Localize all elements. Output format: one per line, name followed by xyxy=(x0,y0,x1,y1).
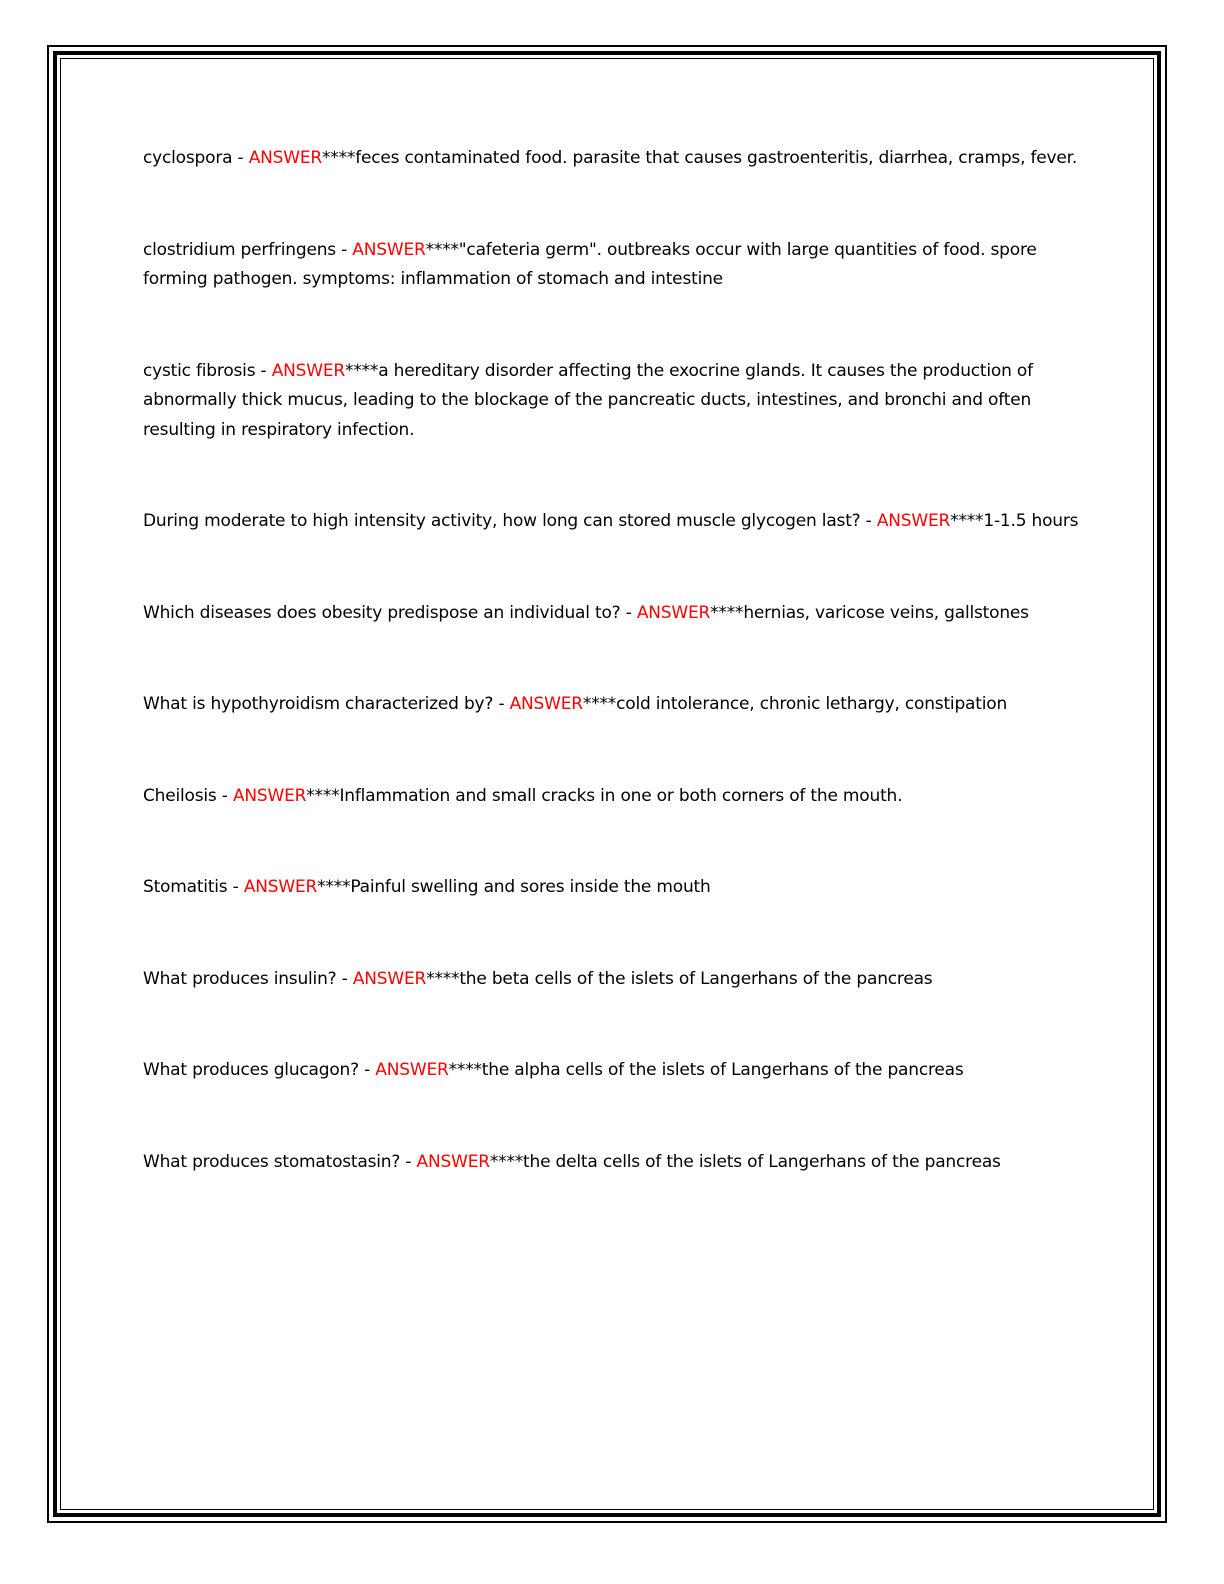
answer-label: ANSWER xyxy=(271,360,346,381)
qa-item-clostridium xyxy=(143,236,1083,295)
answer-text: ****Painful swelling and sores inside the mouth xyxy=(317,877,711,897)
question-text: What is hypothyroidism characterized by? - xyxy=(143,694,510,714)
qa-item-obesity xyxy=(143,599,1083,629)
qa-item-hypothyroidism xyxy=(143,690,1083,720)
question-text: Cheilosis - xyxy=(143,785,233,806)
answer-label: ANSWER xyxy=(352,968,427,989)
qa-item-stomatitis xyxy=(143,873,1083,903)
question-text: clostridium perfringens - xyxy=(143,239,353,260)
question-text: What produces insulin? - xyxy=(143,968,353,989)
answer-text: ****the alpha cells of the islets of Langerhans of the pancreas xyxy=(448,1060,964,1080)
answer-text: ****Inflammation and small cracks in one or both corners of the mouth. xyxy=(306,785,903,806)
answer-text: ****feces contaminated food. parasite that causes gastroenteritis, diarrhea, cramps, fever. xyxy=(322,148,1078,168)
answer-label: ANSWER xyxy=(636,602,711,623)
question-text: Which diseases does obesity predispose an individual to? - xyxy=(143,602,637,623)
question-text: During moderate to high intensity activity, how long can stored muscle glycogen last? - xyxy=(143,511,877,531)
answer-label: ANSWER xyxy=(248,148,322,168)
question-text: What produces stomatostasin? - xyxy=(143,1151,417,1172)
answer-text: ****the delta cells of the islets of Langerhans of the pancreas xyxy=(489,1151,1001,1172)
question-text: What produces glucagon? - xyxy=(143,1060,376,1080)
answer-label: ANSWER xyxy=(416,1151,490,1172)
answer-text: ****hernias, varicose veins, gallstones xyxy=(710,602,1029,623)
answer-label: ANSWER xyxy=(232,785,307,806)
qa-item-somatostatin xyxy=(143,1148,1083,1178)
answer-label: ANSWER xyxy=(243,877,318,897)
qa-item-cystic-fibrosis xyxy=(143,357,1083,446)
answer-label: ANSWER xyxy=(509,694,583,714)
document-body xyxy=(143,144,1083,1239)
qa-item-insulin xyxy=(143,965,1083,995)
answer-label: ANSWER xyxy=(375,1060,449,1080)
answer-text: ****a hereditary disorder affecting the exocrine glands. It causes the production of abnormally thick mucus, leading to the blockage of the pancreatic ducts, intestines, and bronchi and often resulting in respiratory infection. xyxy=(143,360,1033,440)
qa-item-glycogen xyxy=(143,507,1083,537)
question-text: cystic fibrosis - xyxy=(143,360,272,381)
qa-item-cheilosis xyxy=(143,782,1083,812)
answer-text: ****the beta cells of the islets of Langerhans of the pancreas xyxy=(426,968,933,989)
qa-item-cyclospora xyxy=(143,144,1083,174)
qa-item-glucagon xyxy=(143,1056,1083,1086)
answer-text: ****cold intolerance, chronic lethargy, constipation xyxy=(582,694,1008,714)
question-text: Stomatitis - xyxy=(143,877,244,897)
answer-label: ANSWER xyxy=(876,511,951,531)
answer-label: ANSWER xyxy=(352,239,426,260)
answer-text: ****"cafeteria germ". outbreaks occur with large quantities of food. spore forming pathogen. symptoms: inflammation of stomach and intestine xyxy=(143,239,1037,289)
question-text: cyclospora - xyxy=(143,148,249,168)
answer-text: ****1-1.5 hours xyxy=(950,511,1079,531)
